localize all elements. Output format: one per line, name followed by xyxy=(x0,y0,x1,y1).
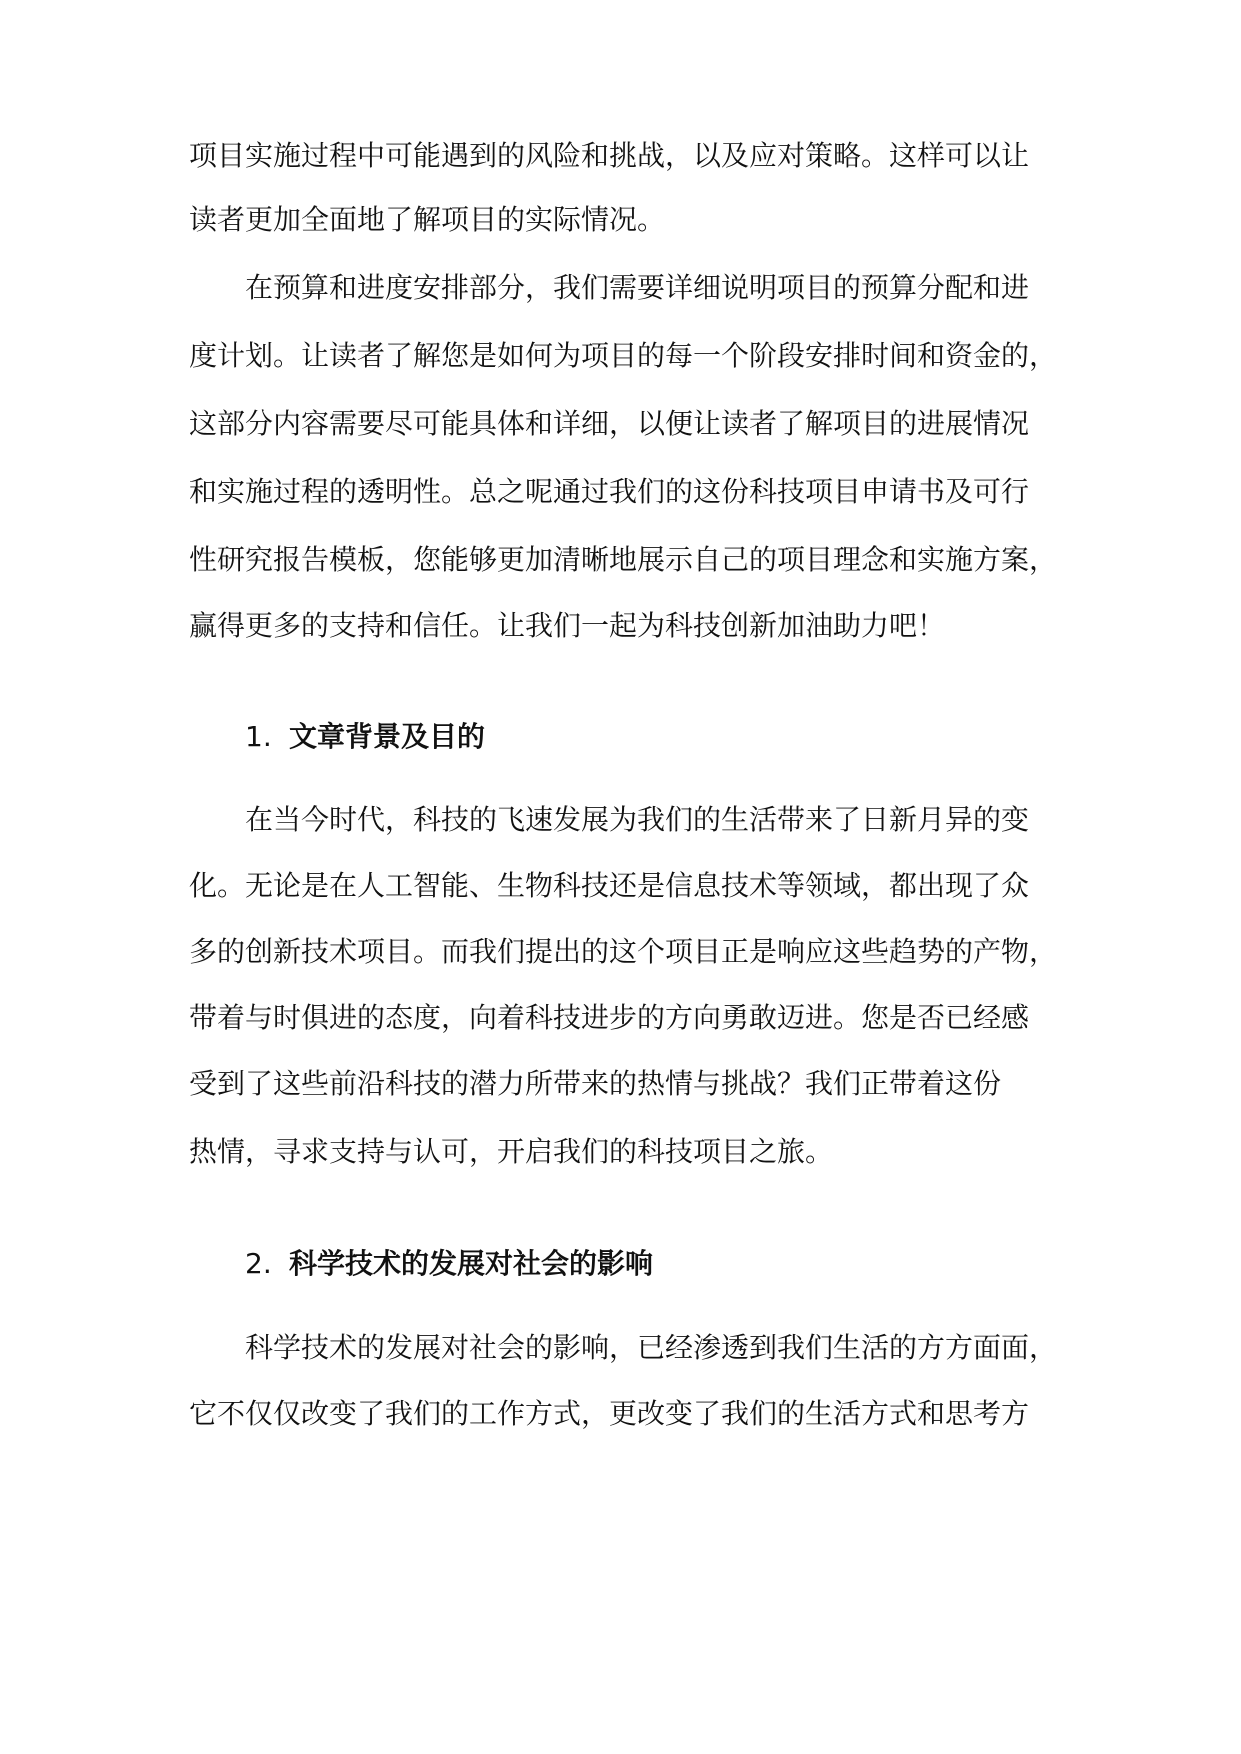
section-1-line-6: 热情，寻求支持与认可，开启我们的科技项目之旅。 xyxy=(189,1135,834,1168)
paragraph-1-line-2: 读者更加全面地了解项目的实际情况。 xyxy=(189,203,666,236)
section-2-number: 2. xyxy=(245,1247,272,1280)
section-1-line-1: 在当今时代，科技的飞速发展为我们的生活带来了日新月异的变 xyxy=(245,803,1030,836)
section-2-title: 科学技术的发展对社会的影响 xyxy=(289,1247,654,1280)
section-2-line-2: 它不仅仅改变了我们的工作方式，更改变了我们的生活方式和思考方 xyxy=(189,1397,1030,1430)
paragraph-2-line-2: 度计划。让读者了解您是如何为项目的每一个阶段安排时间和资金的， xyxy=(189,339,1058,372)
section-1-line-2: 化。无论是在人工智能、生物科技还是信息技术等领域，都出现了众 xyxy=(189,869,1030,902)
section-2-heading xyxy=(245,1244,653,1284)
section-2-line-1: 科学技术的发展对社会的影响，已经渗透到我们生活的方方面面， xyxy=(245,1331,1058,1364)
paragraph-2-line-5: 性研究报告模板，您能够更加清晰地展示自己的项目理念和实施方案， xyxy=(189,543,1058,576)
section-1-line-3: 多的创新技术项目。而我们提出的这个项目正是响应这些趋势的产物， xyxy=(189,935,1058,968)
paragraph-2-line-6: 赢得更多的支持和信任。让我们一起为科技创新加油助力吧！ xyxy=(189,609,946,642)
paragraph-2-line-4: 和实施过程的透明性。总之呢通过我们的这份科技项目申请书及可行 xyxy=(189,475,1030,508)
paragraph-2-line-1: 在预算和进度安排部分，我们需要详细说明项目的预算分配和进 xyxy=(245,271,1030,304)
section-1-heading xyxy=(245,717,485,757)
paragraph-2-line-3: 这部分内容需要尽可能具体和详细，以便让读者了解项目的进展情况 xyxy=(189,407,1030,440)
section-1-line-4: 带着与时俱进的态度，向着科技进步的方向勇敢迈进。您是否已经感 xyxy=(189,1001,1030,1034)
paragraph-1-line-1: 项目实施过程中可能遇到的风险和挑战，以及应对策略。这样可以让 xyxy=(189,139,1030,172)
section-1-line-5: 受到了这些前沿科技的潜力所带来的热情与挑战？我们正带着这份 xyxy=(189,1067,1002,1100)
section-1-number: 1. xyxy=(245,720,272,753)
section-1-title: 文章背景及目的 xyxy=(289,720,486,753)
